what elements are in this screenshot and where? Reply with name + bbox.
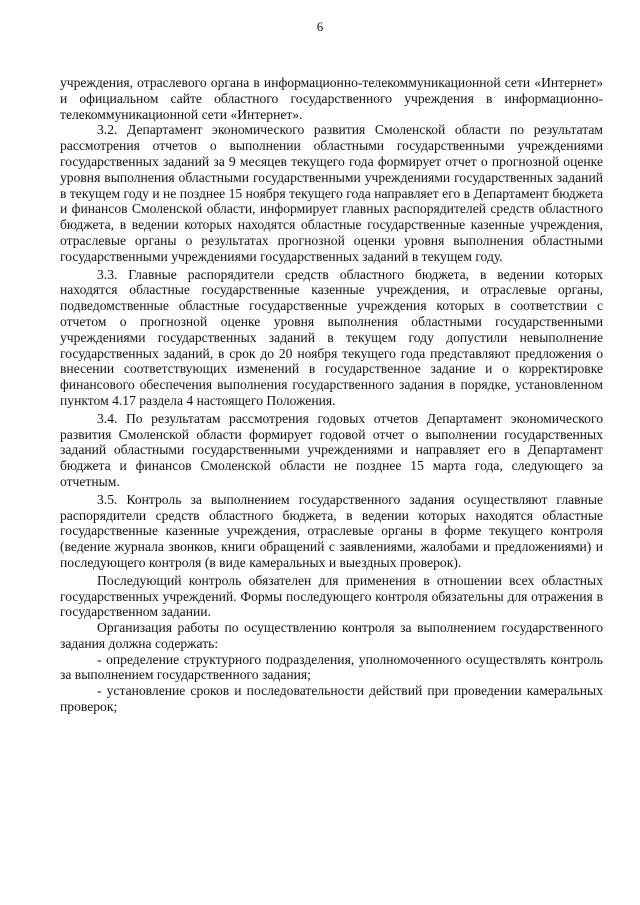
list-item-department-definition: - определение структурного подразделения, уполномоченного осуществлять контроль за выполнением государственного задания; xyxy=(60,651,603,683)
list-item-deadlines: - установление сроков и последовательности действий при проведении камеральных проверок; xyxy=(60,683,603,715)
paragraph-3-5: 3.5. Контроль за выполнением государственного задания осуществляют главные распорядители средств областного бюджета, в ведении которых находятся областные государственные казенные учреждения, отраслевые органы в форме текущего контроля (ведение журнала звонков, книги обращений с заявлениями, жалобами и предложениями) и последующего контроля (в виде камеральных и выездных проверок). xyxy=(60,491,603,570)
page-number: 6 xyxy=(316,19,324,34)
paragraph-continuation: учреждения, отраслевого органа в информационно-телекоммуникационной сети «Интернет» и официальном сайте областного государственного учреждения в информационно-телекоммуникационной сети «Интернет». xyxy=(60,75,603,122)
paragraph-subsequent-control: Последующий контроль обязателен для применения в отношении всех областных государственных учреждений. Формы последующего контроля обязательны для отражения в государственном задании. xyxy=(60,572,603,620)
paragraph-control-organization: Организация работы по осуществлению контроля за выполнением государственного задания должна содержать: xyxy=(60,620,603,651)
paragraph-3-3: 3.3. Главные распорядители средств областного бюджета, в ведении которых находятся областные государственные казенные учреждения, и отраслевые органы, подведомственные областные государственные учреждения которых в соответствии с отчетом о прогнозной оценке уровня выполнения областными государственными учреждениями государственных заданий в текущем году допустили невыполнение государственных заданий, в срок до 20 ноября текущего года представляют предложения о внесении соответствующих изменений в государственное задание и о корректировке финансового обеспечения выполнения государственного задания в порядке, установленном пунктом 4.17 раздела 4 настоящего Положения. xyxy=(60,266,603,408)
paragraph-3-2: 3.2. Департамент экономического развития Смоленской области по результатам рассмотрения отчетов о выполнении областными государственными учреждениями государственных заданий за 9 месяцев текущего года формирует отчет о прогнозной оценке уровня выполнения областными государственными учреждениями государственных заданий в текущем году и не позднее 15 ноября текущего года направляет его в Департамент бюджета и финансов Смоленской области, информирует главных распорядителей средств областного бюджета, в ведении которых находятся областные государственные казенные учреждения, отраслевые органы о результатах прогнозной оценки уровня выполнения областными государственными учреждениями государственных заданий в текущем году. xyxy=(60,122,603,264)
paragraph-3-4: 3.4. По результатам рассмотрения годовых отчетов Департамент экономического развития Смоленской области формирует годовой отчет о выполнении государственных заданий областными государственными учреждениями и направляет его в Департамент бюджета и финансов Смоленской области не позднее 15 марта года, следующего за отчетным. xyxy=(60,410,603,489)
document-body xyxy=(60,75,603,715)
